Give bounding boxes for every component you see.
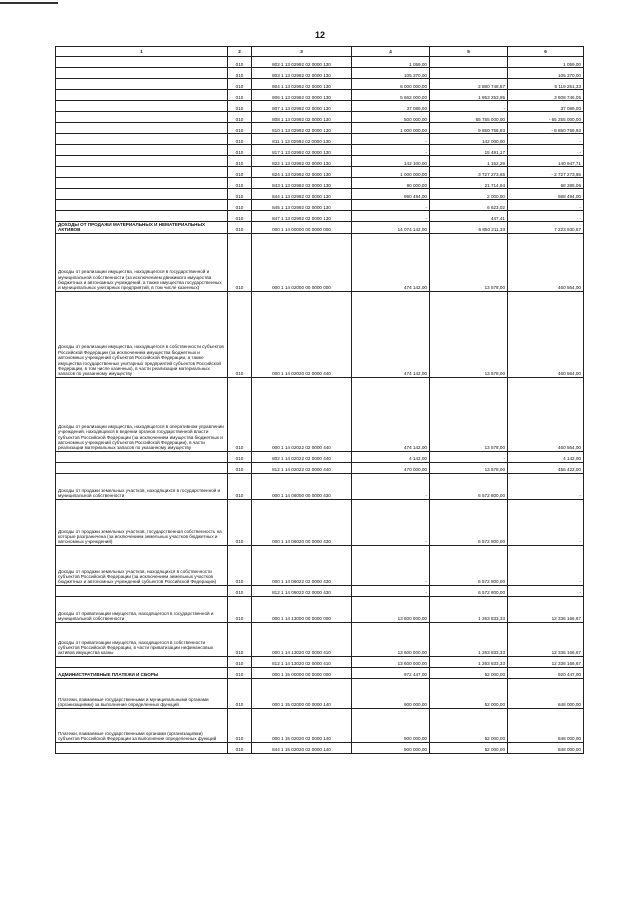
table-row (56, 90, 584, 101)
executed-amount: - (430, 101, 508, 112)
approved-amount: 142 100,00 (352, 156, 430, 167)
budget-code: 000 1 15 02000 00 0000 140 (252, 678, 352, 708)
line-code: 010 (228, 451, 252, 462)
table-row (56, 708, 584, 742)
approved-amount: 90 000,00 (352, 178, 430, 189)
unexecuted-amount: 848 000,00 (508, 708, 584, 742)
executed-amount: 52 000,00 (430, 708, 508, 742)
approved-amount: 13 600 000,00 (352, 656, 430, 667)
budget-code: 817 1 13 02992 02 0000 130 (252, 145, 352, 156)
unexecuted-amount: 848 000,00 (508, 678, 584, 708)
line-code: 010 (228, 622, 252, 656)
line-code: 010 (228, 585, 252, 596)
executed-amount: 52 000,00 (430, 667, 508, 678)
approved-amount: 13 600 000,00 (352, 596, 430, 622)
approved-amount: 4 142,00 (352, 451, 430, 462)
line-code: 010 (228, 473, 252, 499)
executed-amount: 6 623,02 (430, 200, 508, 211)
table-row (56, 156, 584, 167)
approved-amount: 900 000,00 (352, 678, 430, 708)
table-row (56, 112, 584, 123)
budget-code: 811 1 13 02992 02 0000 130 (252, 134, 352, 145)
table-row (56, 451, 584, 462)
unexecuted-amount: 7 223 930,67 (508, 222, 584, 234)
unexecuted-amount: 5 119 251,33 (508, 79, 584, 90)
unexecuted-amount: - (508, 499, 584, 545)
unexecuted-amount: - 8 850 756,93 (508, 123, 584, 134)
unexecuted-amount: 140 947,71 (508, 156, 584, 167)
line-code: 010 (228, 462, 252, 473)
unexecuted-amount: - 2 727 273,65 (508, 167, 584, 178)
approved-amount: 990 494,00 (352, 189, 430, 200)
budget-code: 000 1 14 02000 00 0000 000 (252, 233, 352, 291)
column-header: 4 (352, 47, 430, 57)
approved-amount: 8 000 000,00 (352, 79, 430, 90)
line-code: 010 (228, 200, 252, 211)
unexecuted-amount: 1 059,00 (508, 57, 584, 68)
table-row (56, 291, 584, 377)
item-name (56, 57, 228, 68)
approved-amount: - (352, 545, 430, 585)
unexecuted-amount: 12 336 166,67 (508, 656, 584, 667)
budget-code: 804 1 13 02992 02 0000 130 (252, 79, 352, 90)
item-name: ДОХОДЫ ОТ ПРОДАЖИ МАТЕРИАЛЬНЫХ И НЕМАТЕРИАЛЬНЫХ АКТИВОВ (56, 222, 228, 234)
item-name (56, 90, 228, 101)
unexecuted-amount: 460 564,00 (508, 233, 584, 291)
table-row (56, 622, 584, 656)
item-name (56, 178, 228, 189)
approved-amount: 13 600 000,00 (352, 622, 430, 656)
executed-amount: 15 491,17 (430, 145, 508, 156)
budget-code: 000 1 14 06022 02 0000 430 (252, 545, 352, 585)
table-row (56, 742, 584, 753)
item-name (56, 189, 228, 200)
page-number: 12 (314, 30, 325, 40)
approved-amount: - (352, 585, 430, 596)
approved-amount: 470 000,00 (352, 462, 430, 473)
table-row (56, 596, 584, 622)
unexecuted-amount: - (508, 473, 584, 499)
line-code: 010 (228, 123, 252, 134)
line-code: 010 (228, 79, 252, 90)
table-row (56, 145, 584, 156)
approved-amount: 14 074 142,00 (352, 222, 430, 234)
item-name: Платежи, взимаемые государственными органами (организациями) субъектов Российской Федерации за выполнение определенных функций (56, 708, 228, 742)
approved-amount: - (352, 211, 430, 222)
approved-amount: 474 142,00 (352, 291, 430, 377)
executed-amount: 1 263 833,33 (430, 596, 508, 622)
column-header: 6 (508, 47, 584, 57)
budget-code: 802 1 13 02992 02 0000 130 (252, 57, 352, 68)
budget-code: 000 1 15 02020 02 0000 140 (252, 708, 352, 742)
revenue-table (55, 46, 584, 754)
unexecuted-amount: 3 608 746,05 (508, 90, 584, 101)
executed-amount: 6 572 800,00 (430, 545, 508, 585)
line-code: 010 (228, 678, 252, 708)
item-name: Доходы от продажи земельных участков, находящихся в собственности субъектов Российской Федерации (за исключением земельных участков бюджетных и автономных учреждений субъектов Российской Федерации) (56, 545, 228, 585)
budget-code: 808 1 13 02992 02 0000 130 (252, 112, 352, 123)
approved-amount: 900 000,00 (352, 708, 430, 742)
table-row (56, 585, 584, 596)
approved-amount: 1 000 000,00 (352, 123, 430, 134)
item-name: Доходы от продажи земельных участков, государственная собственность на которые разграничена (за исключением земельных участков бюджетных и автономных учреждений) (56, 499, 228, 545)
line-code: 010 (228, 222, 252, 234)
executed-amount: 1 263 833,33 (430, 622, 508, 656)
line-code: 010 (228, 57, 252, 68)
approved-amount: - (352, 473, 430, 499)
unexecuted-amount: 456 422,00 (508, 462, 584, 473)
executed-amount: 3 727 273,65 (430, 167, 508, 178)
table-row (56, 656, 584, 667)
unexecuted-amount: - (508, 585, 584, 596)
executed-amount: 142 000,00 (430, 134, 508, 145)
unexecuted-amount: 988 494,00 (508, 189, 584, 200)
executed-amount: 13 578,00 (430, 233, 508, 291)
executed-amount: 6 572 800,00 (430, 585, 508, 596)
executed-amount: 447,41 (430, 211, 508, 222)
table-row (56, 377, 584, 451)
executed-amount: 65 755 000,00 (430, 112, 508, 123)
line-code: 010 (228, 112, 252, 123)
executed-amount: 6 850 211,33 (430, 222, 508, 234)
item-name (56, 742, 228, 753)
unexecuted-amount: - (508, 545, 584, 585)
table-row (56, 462, 584, 473)
item-name: Доходы от продажи земельных участков, находящихся в государственной и муниципальной собственности (56, 473, 228, 499)
unexecuted-amount: 4 142,00 (508, 451, 584, 462)
executed-amount: 6 572 800,00 (430, 499, 508, 545)
budget-code: 844 1 13 02992 02 0000 130 (252, 189, 352, 200)
approved-amount: 474 142,00 (352, 233, 430, 291)
item-name (56, 145, 228, 156)
item-name (56, 585, 228, 596)
item-name: АДМИНИСТРАТИВНЫЕ ПЛАТЕЖИ И СБОРЫ (56, 667, 228, 678)
unexecuted-amount: 37 089,00 (508, 101, 584, 112)
line-code: 010 (228, 211, 252, 222)
executed-amount: 52 000,00 (430, 742, 508, 753)
approved-amount: 5 662 000,00 (352, 90, 430, 101)
budget-code: 845 1 13 02992 02 0000 130 (252, 200, 352, 211)
line-code: 010 (228, 667, 252, 678)
line-code: 010 (228, 167, 252, 178)
line-code: 010 (228, 656, 252, 667)
executed-amount: 2 000,00 (430, 189, 508, 200)
item-name (56, 167, 228, 178)
unexecuted-amount: 105 370,00 (508, 68, 584, 79)
unexecuted-amount: 12 336 166,67 (508, 596, 584, 622)
unexecuted-amount: - (508, 145, 584, 156)
executed-amount: 1 263 833,33 (430, 656, 508, 667)
line-code: 010 (228, 189, 252, 200)
budget-code: 824 1 13 02992 02 0000 130 (252, 167, 352, 178)
table-row (56, 233, 584, 291)
executed-amount (430, 68, 508, 79)
line-code: 010 (228, 145, 252, 156)
budget-code: 812 1 14 02022 02 0000 440 (252, 462, 352, 473)
executed-amount: 6 572 800,00 (430, 473, 508, 499)
table-row (56, 178, 584, 189)
table-row (56, 545, 584, 585)
column-header: 3 (252, 47, 352, 57)
column-header: 1 (56, 47, 228, 57)
unexecuted-amount: - 65 255 000,00 (508, 112, 584, 123)
item-name (56, 101, 228, 112)
approved-amount: 972 447,00 (352, 667, 430, 678)
table-row (56, 678, 584, 708)
table-row (56, 667, 584, 678)
item-name (56, 112, 228, 123)
budget-code: 847 1 13 02992 02 0000 130 (252, 211, 352, 222)
budget-code: 843 1 13 02992 02 0000 130 (252, 178, 352, 189)
table-row (56, 189, 584, 200)
item-name (56, 156, 228, 167)
executed-amount: 13 578,00 (430, 291, 508, 377)
line-code: 010 (228, 134, 252, 145)
executed-amount: - (430, 451, 508, 462)
table-row (56, 222, 584, 234)
line-code: 010 (228, 233, 252, 291)
approved-amount: 900 000,00 (352, 742, 430, 753)
line-code: 010 (228, 90, 252, 101)
executed-amount: 2 880 748,67 (430, 79, 508, 90)
line-code: 010 (228, 156, 252, 167)
approved-amount: - (352, 499, 430, 545)
budget-code: 802 1 14 02022 02 0000 440 (252, 451, 352, 462)
line-code: 010 (228, 545, 252, 585)
budget-code: 000 1 14 13000 00 0000 000 (252, 596, 352, 622)
executed-amount: 9 850 756,93 (430, 123, 508, 134)
line-code: 010 (228, 178, 252, 189)
unexecuted-amount: - (508, 211, 584, 222)
executed-amount: 13 578,00 (430, 377, 508, 451)
budget-code: 000 1 15 00000 00 0000 000 (252, 667, 352, 678)
line-code: 010 (228, 377, 252, 451)
table-row (56, 79, 584, 90)
executed-amount (430, 57, 508, 68)
line-code: 010 (228, 596, 252, 622)
executed-amount: 13 578,00 (430, 462, 508, 473)
unexecuted-amount: 12 336 166,67 (508, 622, 584, 656)
budget-code: 812 1 14 06022 02 0000 430 (252, 585, 352, 596)
table-row (56, 123, 584, 134)
item-name (56, 134, 228, 145)
line-code: 010 (228, 68, 252, 79)
line-code: 010 (228, 708, 252, 742)
line-code: 010 (228, 101, 252, 112)
item-name: Доходы от реализации имущества, находящегося в государственной и муниципальной собственности (за исключением движимого имущества бюджетных и автономных учреждений, а также имущества государственных и муниципальных унитарных предприятий, в том числе казенных) (56, 233, 228, 291)
budget-code: 000 1 14 02020 02 0000 440 (252, 291, 352, 377)
table-row (56, 134, 584, 145)
item-name: Платежи, взимаемые государственными и муниципальными органами (организациями) за выполнение определенных функций (56, 678, 228, 708)
table-row (56, 499, 584, 545)
item-name (56, 211, 228, 222)
unexecuted-amount: 68 285,06 (508, 178, 584, 189)
budget-code: 000 1 14 02022 02 0000 440 (252, 377, 352, 451)
executed-amount: 52 000,00 (430, 678, 508, 708)
budget-code: 822 1 13 02992 02 0000 130 (252, 156, 352, 167)
unexecuted-amount: 460 564,00 (508, 291, 584, 377)
item-name (56, 200, 228, 211)
column-header: 5 (430, 47, 508, 57)
approved-amount: 474 142,00 (352, 377, 430, 451)
approved-amount: 1 000 000,00 (352, 167, 430, 178)
unexecuted-amount: 460 564,00 (508, 377, 584, 451)
approved-amount: 500 000,00 (352, 112, 430, 123)
line-code: 010 (228, 742, 252, 753)
approved-amount: 105 370,00 (352, 68, 430, 79)
approved-amount: 1 059,00 (352, 57, 430, 68)
item-name (56, 656, 228, 667)
item-name: Доходы от реализации имущества, находящегося в собственности субъектов Российской Федерации (за исключением имущества бюджетных и автономных учреждений субъектов Российской Федерации, а также имущества государственных унитарных предприятий субъектов Российской Федерации, в том числе казенных), в части реализации материальных запасов по указанному имуществу (56, 291, 228, 377)
budget-code: 000 1 14 06000 00 0000 430 (252, 473, 352, 499)
item-name: Доходы от приватизации имущества, находящегося в государственной и муниципальной собственности (56, 596, 228, 622)
approved-amount: - (352, 200, 430, 211)
budget-code: 844 1 15 02020 02 0000 140 (252, 742, 352, 753)
table-row (56, 473, 584, 499)
approved-amount: - (352, 134, 430, 145)
budget-code: 000 1 14 13020 02 0000 410 (252, 622, 352, 656)
unexecuted-amount: 848 000,00 (508, 742, 584, 753)
budget-code: 000 1 14 06020 00 0000 430 (252, 499, 352, 545)
approved-amount: 37 089,00 (352, 101, 430, 112)
item-name (56, 123, 228, 134)
item-name: Доходы от реализации имущества, находящегося в оперативном управлении учреждений, находящихся в ведении органов государственной власти субъектов Российской Федерации (за исключением имущества бюджетных и автономных учреждений субъектов Российской Федерации), в части реализации материальных запасов по указанному имуществу (56, 377, 228, 451)
budget-code: 000 1 14 00000 00 0000 000 (252, 222, 352, 234)
budget-code: 803 1 13 02992 02 0000 130 (252, 68, 352, 79)
column-header: 2 (228, 47, 252, 57)
executed-amount: 21 714,94 (430, 178, 508, 189)
budget-code: 810 1 13 02992 02 0000 130 (252, 123, 352, 134)
item-name (56, 451, 228, 462)
table-row (56, 167, 584, 178)
scan-mark (0, 2, 58, 7)
table-row (56, 57, 584, 68)
item-name: Доходы от приватизации имущества, находящегося в собственности субъектов Российской Федерации, в части приватизации нефинансовых активов имущества казны (56, 622, 228, 656)
unexecuted-amount: - (508, 200, 584, 211)
budget-code: 806 1 13 02992 02 0000 130 (252, 90, 352, 101)
table-row (56, 101, 584, 112)
unexecuted-amount: - (508, 134, 584, 145)
executed-amount: 1 953 253,95 (430, 90, 508, 101)
table-row (56, 211, 584, 222)
unexecuted-amount: 920 447,00 (508, 667, 584, 678)
budget-code: 807 1 13 02992 02 0000 130 (252, 101, 352, 112)
line-code: 010 (228, 291, 252, 377)
budget-code: 812 1 14 13020 02 0000 410 (252, 656, 352, 667)
line-code: 010 (228, 499, 252, 545)
column-header-row (56, 47, 584, 57)
item-name (56, 462, 228, 473)
executed-amount: 1 152,29 (430, 156, 508, 167)
table-row (56, 68, 584, 79)
approved-amount: - (352, 145, 430, 156)
table-row (56, 200, 584, 211)
item-name (56, 68, 228, 79)
item-name (56, 79, 228, 90)
